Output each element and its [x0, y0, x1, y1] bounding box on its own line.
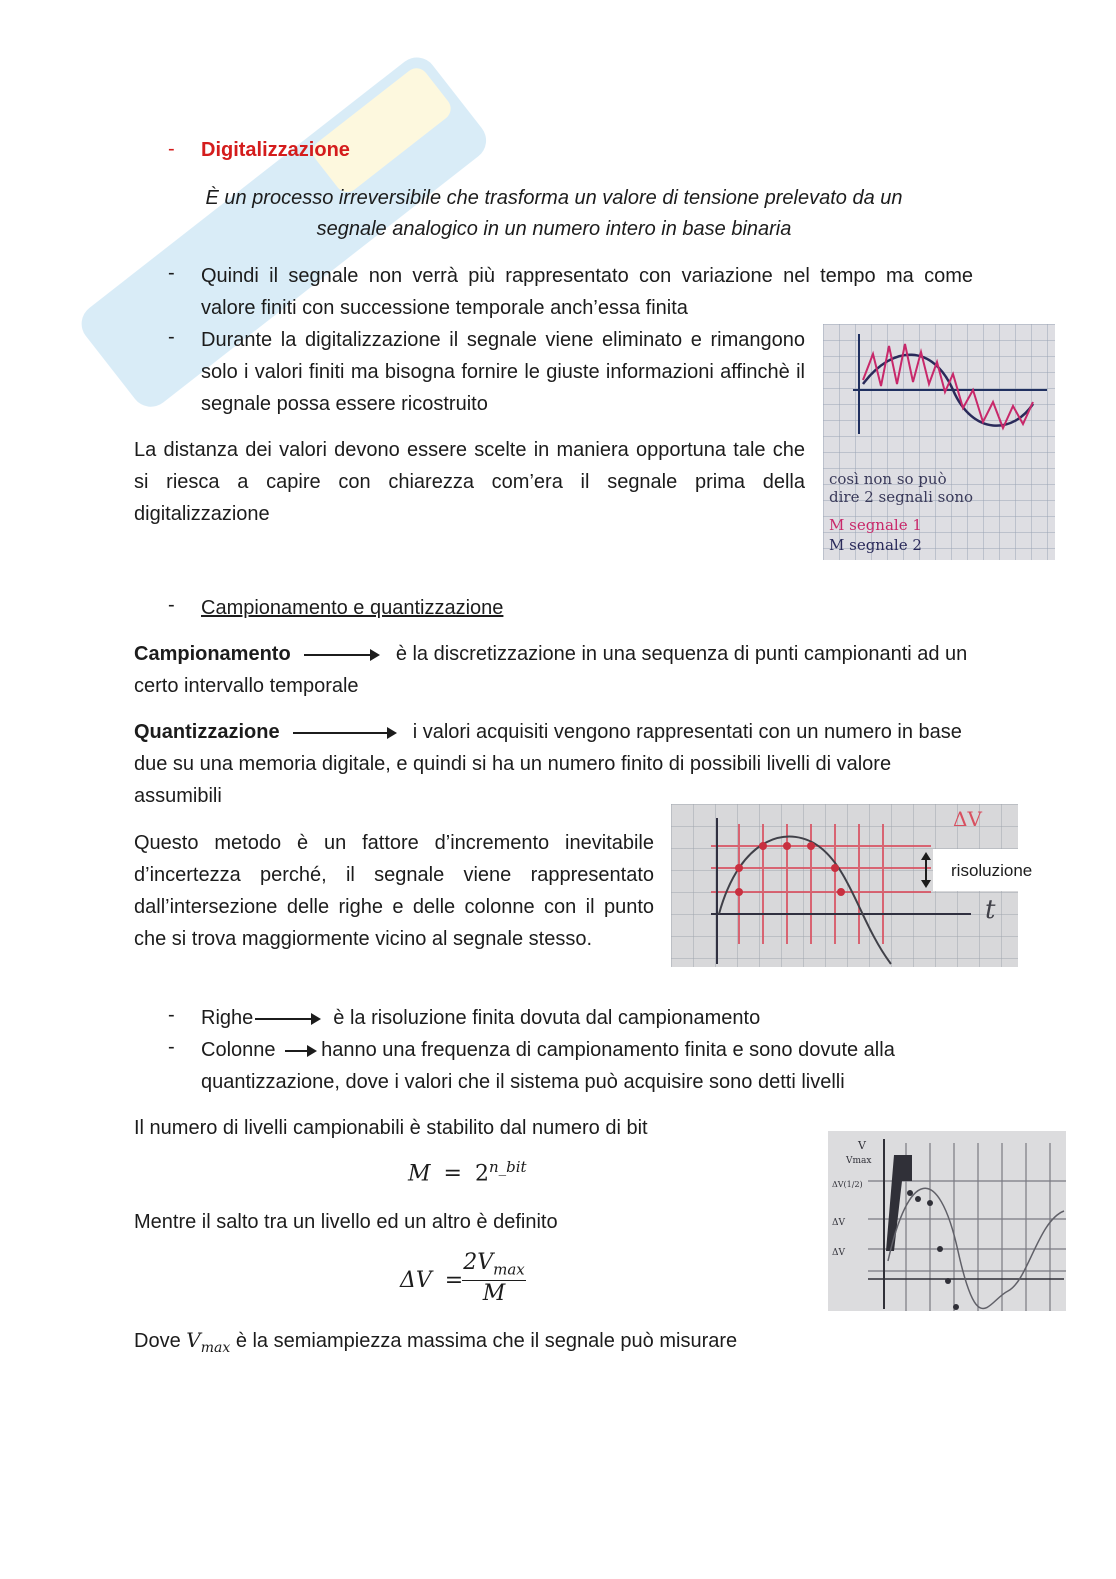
- bullet-dash: -: [168, 1004, 175, 1026]
- term-colonne: Colonne: [201, 1039, 276, 1061]
- signal-sketch-drawing: [823, 324, 1055, 560]
- dove-post: è la semiampiezza massima che il segnale può misurare: [235, 1330, 738, 1352]
- bullet-dash: -: [168, 326, 175, 348]
- formula-m-exp: n_bit: [488, 1158, 527, 1176]
- term-quantizzazione: Quantizzazione: [134, 721, 280, 743]
- dove-pre: Dove: [134, 1330, 181, 1352]
- photo3-label-dv: ΔV: [832, 1218, 845, 1228]
- arrow-icon: [285, 1050, 315, 1052]
- paragraph-distanza: La distanza dei valori devono essere scelte in maniera opportuna tale che si riesca a capire con chiarezza com’era il segnale prima della digitalizzazione: [134, 439, 805, 525]
- section-title-campionamento: Campionamento e quantizzazione: [201, 597, 504, 619]
- colonne-text-2: quantizzazione, dove i valori che il sistema può acquisire sono detti livelli: [201, 1071, 845, 1093]
- righe-text: è la risoluzione finita dovuta dal campionamento: [333, 1007, 761, 1029]
- formula-m-base: 2: [474, 1161, 489, 1187]
- bullet-dash: -: [168, 262, 175, 284]
- sampling-grid-drawing: [671, 804, 1033, 967]
- definition-line-1: È un processo irreversibile che trasforma un valore di tensione prelevato da un: [205, 187, 903, 209]
- term-campionamento: Campionamento: [134, 643, 291, 665]
- section-title-digitalizzazione: Digitalizzazione: [201, 139, 350, 161]
- photo-sampling-grid: [671, 804, 1033, 967]
- colonne-item: [201, 1034, 981, 1066]
- bullet-dash: -: [168, 138, 175, 160]
- formula-dv-num: 2V: [463, 1250, 494, 1275]
- campionamento-text: è la discretizzazione in una sequenza di punti campionanti ad un certo intervallo temporale: [134, 643, 968, 697]
- arrow-icon: [293, 732, 395, 734]
- note-line-1: così non so può: [829, 470, 947, 488]
- paragraph-salto: Mentre il salto tra un livello ed un altro è definito: [134, 1211, 558, 1233]
- risoluzione-label: risoluzione: [951, 861, 1033, 880]
- note-line-2: dire 2 segnali sono: [829, 488, 974, 506]
- paragraph-dove: [134, 1324, 974, 1364]
- campionamento-definition: [134, 638, 974, 702]
- definition-line-2: segnale analogico in un numero intero in base binaria: [316, 218, 792, 240]
- delta-v-label: ΔV: [953, 807, 982, 831]
- formula-dv-eq: =: [444, 1268, 464, 1293]
- formula-m-eq: =: [443, 1161, 462, 1187]
- bullet-dash: -: [168, 594, 175, 616]
- photo3-label-vmax: Vmax: [846, 1156, 872, 1166]
- arrow-icon: [255, 1018, 319, 1020]
- formula-m: [408, 1158, 527, 1186]
- photo3-label-dv-half: ΔV(1/2): [832, 1180, 863, 1189]
- photo-signal-sketch: [823, 324, 1055, 560]
- formula-m-lhs: M: [408, 1161, 431, 1187]
- paragraph-metodo: Questo metodo è un fattore d’incremento inevitabile d’incertezza perché, il segnale viene rappresentato dall’intersezione delle righe e delle colonne con il punto che si trova maggiormente vicino al segnale stesso.: [134, 832, 654, 950]
- arrow-icon: [304, 654, 378, 656]
- t-axis-label: t: [985, 895, 996, 925]
- photo3-label-dv-2: ΔV: [832, 1248, 845, 1258]
- bullet-text-2: Durante la digitalizzazione il segnale viene eliminato e rimangono solo i valori finiti ma bisogna fornire le giuste informazioni affinchè il segnale possa essere ricostruito: [201, 329, 805, 415]
- note-line-4: M segnale 2: [829, 536, 922, 554]
- formula-dv-num-sub: max: [493, 1260, 525, 1279]
- formula-dv-lhs: ΔV: [400, 1268, 432, 1293]
- term-righe: Righe: [201, 1007, 254, 1029]
- quantization-sketch-drawing: [828, 1131, 1066, 1311]
- photo3-label-v: V: [858, 1139, 866, 1152]
- bullet-text-1: Quindi il segnale non verrà più rappresentato con variazione nel tempo ma come valore finiti con successione temporale anch’essa finita: [201, 265, 973, 319]
- dove-sub: max: [200, 1340, 231, 1356]
- bullet-dash: -: [168, 1036, 175, 1058]
- righe-item: [201, 1002, 981, 1034]
- colonne-text-1: hanno una frequenza di campionamento finita e sono dovute alla: [321, 1039, 895, 1061]
- quantizzazione-definition: [134, 716, 974, 812]
- note-line-3: M segnale 1: [829, 516, 922, 534]
- quantizzazione-text: i valori acquisiti vengono rappresentati con un numero in base due su una memoria digitale, e quindi si ha un numero finito di possibili livelli di valore assumibili: [134, 721, 962, 807]
- paragraph-livelli: Il numero di livelli campionabili è stabilito dal numero di bit: [134, 1117, 648, 1139]
- formula-dv-den: M: [482, 1281, 506, 1307]
- photo-quantization-sketch: [828, 1131, 1066, 1311]
- dove-var: V: [186, 1328, 201, 1352]
